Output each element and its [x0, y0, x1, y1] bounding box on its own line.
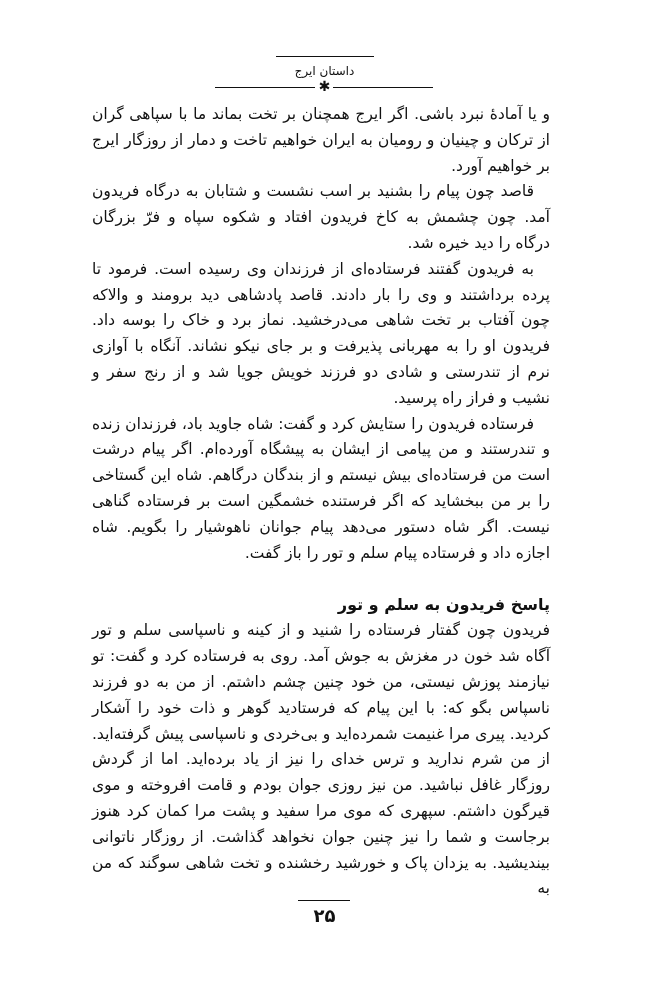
footer-rule: [298, 900, 350, 901]
section-heading: پاسخ فریدون به سلم و تور: [337, 595, 550, 615]
header-left-rule: [215, 87, 315, 88]
paragraph-4: فرستاده فریدون را ستایش کرد و گفت: شاه جاوید باد، فرزندان زنده و تندرستند و من پیامی از ایشان به پیشگاه آورده‌ام. اگر پیام درشت است من فرستاده‌ای بیش نیستم و از بندگان درگاهم. شاه این گستاخی را بر من ببخشاید که اگر فرستنده خشمگین است بر فرستاده گناهی نیست. اگر شاه دستور می‌دهد پیام جوانان ناهوشیار را بگویم. شاه اجازه داد و فرستاده پیام سلم و تور را باز گفت.: [92, 414, 550, 562]
paragraph-3: به فریدون گفتند فرستاده‌ای از فرزندان وی رسیده است. فرمود تا پرده برداشتند و وی را بار دادند. قاصد پادشاهی دید برومند و والاکه چون آفتاب بر تخت شاهی می‌درخشید. نماز برد و خاک را بوسه داد. فریدون او را به مهربانی پذیرفت و بر جای نیکو نشاند. آنگاه با آوازی نرم از تندرستی و شادی دو فرزند خویش جویا شد و از رنج سفر و نشیب و فراز راه پرسید.: [92, 259, 550, 407]
paragraph-2: قاصد چون پیام را بشنید بر اسب نشست و شتابان به درگاه فریدون آمد. چون چشمش به کاخ فریدون افتاد و شکوه سپاه و فرّ بزرگان درگاه را دید خیره شد.: [92, 182, 550, 252]
page-number: ۲۵: [313, 906, 336, 927]
header-top-rule: [276, 56, 374, 57]
paragraph-1: و یا آمادهٔ نبرد باشی. اگر ایرج همچنان بر تخت بماند ما با سپاهی گران از ترکان و چینیان و رومیان به ایران خواهیم تاخت و دمار از روزگار ایرج بر خواهیم آورد.: [92, 105, 550, 175]
running-header: [0, 50, 649, 98]
body-text: [92, 102, 550, 902]
running-title: داستان ایرج: [294, 64, 355, 78]
asterisk-ornament-icon: ✱: [318, 79, 331, 95]
header-right-rule: [333, 87, 433, 88]
paragraph-5: فریدون چون گفتار فرستاده را شنید و از کینه و ناسپاسی سلم و تور آگاه شد خون در مغزش به جوش آمد. روی به فرستاده کرد و گفت: تو نیازمند پوزش نیستی، من خود چنین چشم داشتم. از من به دو فرزند ناسپاس بگو که: با این پیام که فرستادید گوهر و ذات خود را آشکار کردید. پیری مرا غنیمت شمرده‌اید و بی‌خردی و ناسپاسی پیش گرفته‌اید. از من شرم ندارید و ترس خدای را نیز از یاد برده‌اید. اما از گردش روزگار غافل نباشید. من نیز روزی جوان بودم و قامت افروخته و موی قیرگون داشتم. سپهری که موی مرا سفید و پشت مرا کمان کرد هنوز برجاست و شما را نیز چنین جوان نخواهد گذاشت. از روزگار ناتوانی بیندیشید. به یزدان پاک و خورشید رخشنده و تخت شاهی سوگند که من به: [92, 621, 550, 898]
